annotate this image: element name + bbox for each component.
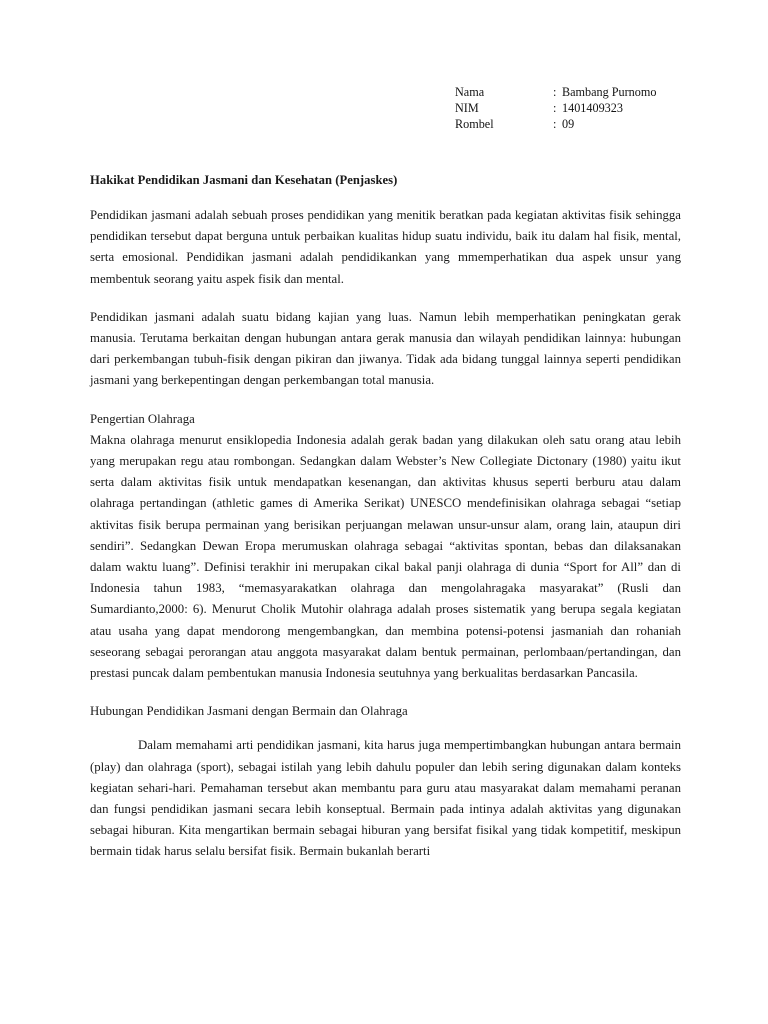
document-title: Hakikat Pendidikan Jasmani dan Kesehatan (Penjaskes) <box>90 173 398 187</box>
paragraph-4: Dalam memahami arti pendidikan jasmani, kita harus juga mempertimbangkan hubungan antara bermain (play) dan olahraga (sport), sebagai istilah yang lebih dahulu populer dan lebih sering digunakan dalam konteks kegiatan sehari-hari. Pemahaman tersebut akan membantu para guru atau masyarakat dalam memahami peranan dan fungsi pendidikan jasmani secara lebih konseptual. Bermain pada intinya adalah aktivitas yang digunakan sebagai hiburan. Kita mengartikan bermain sebagai hiburan yang bersifat fisikal yang tidak kompetitif, meskipun bermain tidak harus selalu bersifat fisik. Bermain bukanlah berarti <box>90 738 681 859</box>
identity-label-nim: NIM <box>455 101 479 116</box>
document-body <box>90 172 681 863</box>
identity-row-nim <box>455 100 656 116</box>
identity-separator-rombel: : <box>553 117 557 132</box>
subheading-pengertian-olahraga: Pengertian Olahraga <box>90 411 195 426</box>
identity-separator-nama: : <box>553 85 557 99</box>
identity-value-nim: 1401409323 <box>562 101 623 116</box>
identity-header <box>455 84 656 133</box>
paragraph-3: Makna olahraga menurut ensiklopedia Indonesia adalah gerak badan yang dilakukan oleh satu orang atau lebih yang merupakan regu atau rombongan. Sedangkan dalam Webster’s New Collegiate Dictonary (1980) yaitu ikut serta dalam aktivitas fisik untuk mendapatkan kesenangan, dan aktivitas khusus seperti berburu atau dalam olahraga pertandingan (athletic games di Amerika Serikat) UNESCO mendefinisikan olahraga sebagai “setiap aktivitas fisik berupa permainan yang berisikan perjuangan melawan unsur-unsur alam, orang lain, ataupun diri sendiri”. Sedangkan Dewan Eropa merumuskan olahraga sebagai “aktivitas spontan, bebas dan dilaksanakan dalam waktu luang”. Definisi terakhir ini merupakan cikal bakal panji olahraga di dunia “Sport for All” dan di Indonesia tahun 1983, “memasyarakatkan olahraga dan mengolahragaka masyarakat” (Rusli dan Sumardianto,2000: 6). Menurut Cholik Mutohir olahraga adalah proses sistematik yang berupa segala kegiatan atau usaha yang dapat mendorong mengembangkan, dan membina potensi-potensi jasmaniah dan rohaniah seseorang sebagai perorangan atau anggota masyarakat dalam bentuk permainan, perlombaan/pertandingan, dan prestasi puncak dalam pembentukan manusia Indonesia seutuhnya yang berkualitas berdasarkan Pancasila. <box>90 432 681 681</box>
paragraph-1: Pendidikan jasmani adalah sebuah proses pendidikan yang menitik beratkan pada kegiatan aktivitas fisik sehingga pendidikan tersebut dapat berguna untuk perbaikan kualitas hidup suatu individu, baik itu dalam hal fisik, mental, serta emosional. Pendidikan jasmani adalah pendidikankan yang mmemperhatikan dua aspek unsur yang membentuk seorang yaitu aspek fisik dan mental. <box>90 208 681 286</box>
identity-row-rombel <box>455 116 656 132</box>
subheading-hubungan-pendidikan-jasmani: Hubungan Pendidikan Jasmani dengan Bermain dan Olahraga <box>90 704 408 719</box>
identity-label-rombel: Rombel <box>455 117 494 132</box>
paragraph-2: Pendidikan jasmani adalah suatu bidang kajian yang luas. Namun lebih memperhatikan peningkatan gerak manusia. Terutama berkaitan dengan hubungan antara gerak manusia dan wilayah pendidikan lainnya: hubungan dari perkembangan tubuh-fisik dengan pikiran dan jiwanya. Tidak ada bidang tunggal lainnya seperti pendidikan jasmani yang berkepentingan dengan perkembangan total manusia. <box>90 309 681 388</box>
identity-label-nama: Nama <box>455 85 485 99</box>
paragraph-spacer <box>90 722 681 735</box>
identity-value-rombel: 09 <box>562 117 575 132</box>
identity-separator-nim: : <box>553 101 557 116</box>
identity-row-nama <box>455 84 656 100</box>
identity-value-nama: Bambang Purnomo <box>562 85 657 99</box>
